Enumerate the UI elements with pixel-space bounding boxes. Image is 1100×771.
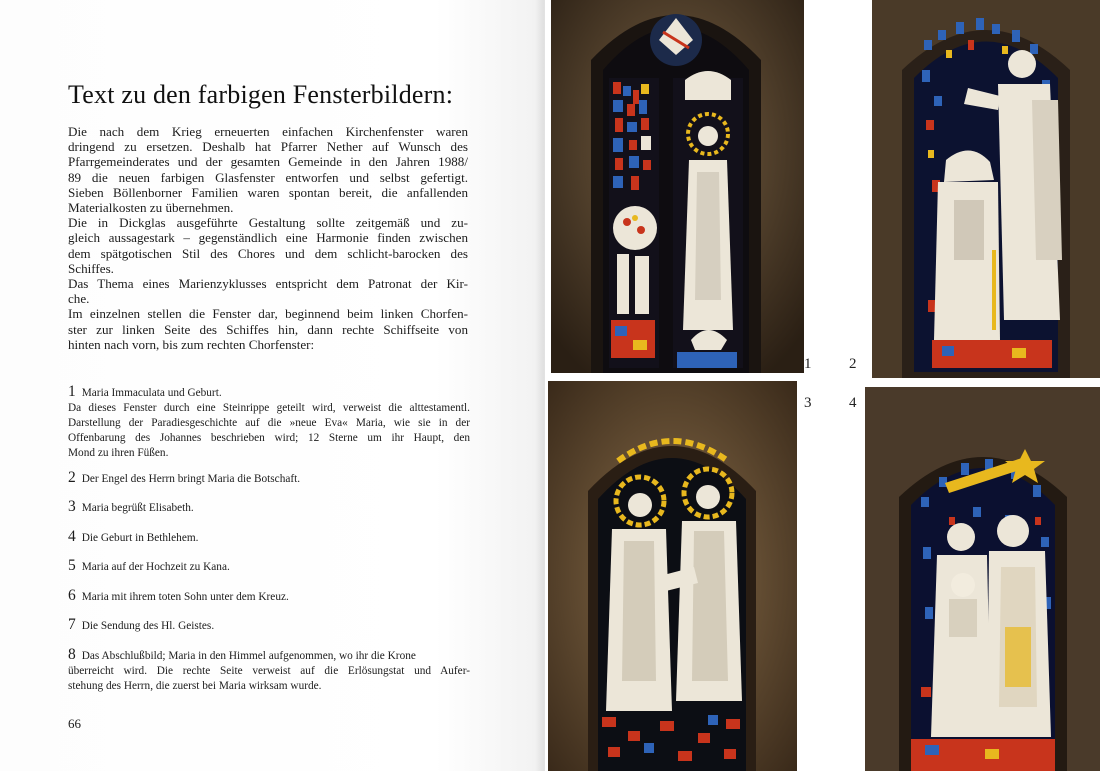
list-item-5 <box>68 558 470 575</box>
item-title: Maria mit ihrem toten Sohn unter dem Kreuz. <box>81 591 289 603</box>
list-item-2 <box>68 470 470 487</box>
item-number: 1 <box>68 383 76 400</box>
item-title: Die Geburt in Bethlehem. <box>81 532 199 544</box>
item-title: Die Sendung des Hl. Geistes. <box>81 620 215 632</box>
item-desc-line: Da dieses Fenster durch eine Steinrippe geteilt wird, verweist die alttestamentl. <box>68 402 470 414</box>
figure-label-1: 1 <box>804 356 812 372</box>
intro-paragraph <box>68 124 468 352</box>
figure-label-4: 4 <box>849 395 857 411</box>
stained-glass-photo-4 <box>865 387 1100 771</box>
item-desc-line: Darstellung der Paradiesgeschichte auf die »neue Eva« Maria, wie sie in der <box>68 417 470 429</box>
item-description <box>68 664 470 694</box>
item-title: Das Abschlußbild; Maria in den Himmel aufgenommen, wo ihr die Krone <box>81 650 416 662</box>
stained-glass-photo-2 <box>872 0 1100 378</box>
item-title: Maria auf der Hochzeit zu Kana. <box>81 561 230 573</box>
page-title: Text zu den farbigen Fensterbildern: <box>68 80 454 109</box>
intro-line: gleich aussagestark – gegenständlich eine Harmonie finden zwischen <box>68 230 468 246</box>
item-title: Der Engel des Herrn bringt Maria die Botschaft. <box>81 473 301 485</box>
item-title: Maria Immaculata und Geburt. <box>81 387 222 399</box>
item-number: 7 <box>68 616 76 633</box>
item-number: 6 <box>68 587 76 604</box>
item-description <box>68 401 470 461</box>
item-desc-line: Mond zu ihren Füßen. <box>68 447 169 459</box>
intro-line: Schiffes. <box>68 260 114 276</box>
item-number: 3 <box>68 498 76 515</box>
list-item-6 <box>68 588 470 605</box>
intro-line: 89 die neuen farbigen Glasfenster entworfen und selbst gefertigt. <box>68 169 468 185</box>
list-item-1 <box>68 384 470 461</box>
intro-line: dringend zu ersetzen. Deshalb hat Pfarrer Nether auf Wunsch des <box>68 139 468 155</box>
intro-line: Das Thema eines Marienzyklusses entspricht dem Patronat der Kir- <box>68 276 468 292</box>
item-desc-line: stehung des Herrn, die zuerst bei Maria wirksam wurde. <box>68 680 322 692</box>
item-desc-line: überreicht wird. Die rechte Seite verweist auf die Erlösungstat und Aufer- <box>68 665 470 677</box>
intro-line: Die in Dickglas ausgeführte Gestaltung sollte zeitgemäß und zu- <box>68 215 468 231</box>
page-number: 66 <box>68 716 81 731</box>
left-page <box>0 0 545 771</box>
figure-label-2: 2 <box>849 356 857 372</box>
intro-line: ster zur linken Seite des Schiffes hin, dann rechte Schiffseite von <box>68 321 468 337</box>
list-item-4 <box>68 529 470 546</box>
list-item-8 <box>68 647 470 694</box>
intro-line: Pfarrgemeinderates und der gesamten Gemeinde in den Jahren 1988/ <box>68 154 468 170</box>
item-number: 4 <box>68 528 76 545</box>
item-number: 2 <box>68 469 76 486</box>
intro-line: hinten nach vorn, bis zum rechten Chorfenster: <box>68 336 315 352</box>
intro-line: Die nach dem Krieg erneuerten einfachen Kirchenfenster waren <box>68 124 468 139</box>
item-number: 8 <box>68 646 76 663</box>
intro-line: che. <box>68 291 90 307</box>
intro-line: Im einzelnen stellen die Fenster dar, beginnend beim linken Chorfen- <box>68 306 468 322</box>
stained-glass-photo-3 <box>548 381 797 771</box>
intro-line: Materialkosten zu übernehmen. <box>68 200 234 216</box>
item-title: Maria begrüßt Elisabeth. <box>81 502 194 514</box>
intro-line: dem spätgotischen Stil des Chores und dem schlicht-barocken des <box>68 245 468 261</box>
item-number: 5 <box>68 557 76 574</box>
intro-line: Sieben Böllenborner Familien waren spontan bereit, die anfallenden <box>68 184 468 200</box>
item-desc-line: Offenbarung des Johannes beschrieben wird; 12 Sterne um ihr Haupt, den <box>68 432 470 444</box>
stained-glass-photo-1 <box>551 0 804 373</box>
list-item-3 <box>68 499 470 516</box>
list-item-7 <box>68 617 470 634</box>
figure-label-3: 3 <box>804 395 812 411</box>
